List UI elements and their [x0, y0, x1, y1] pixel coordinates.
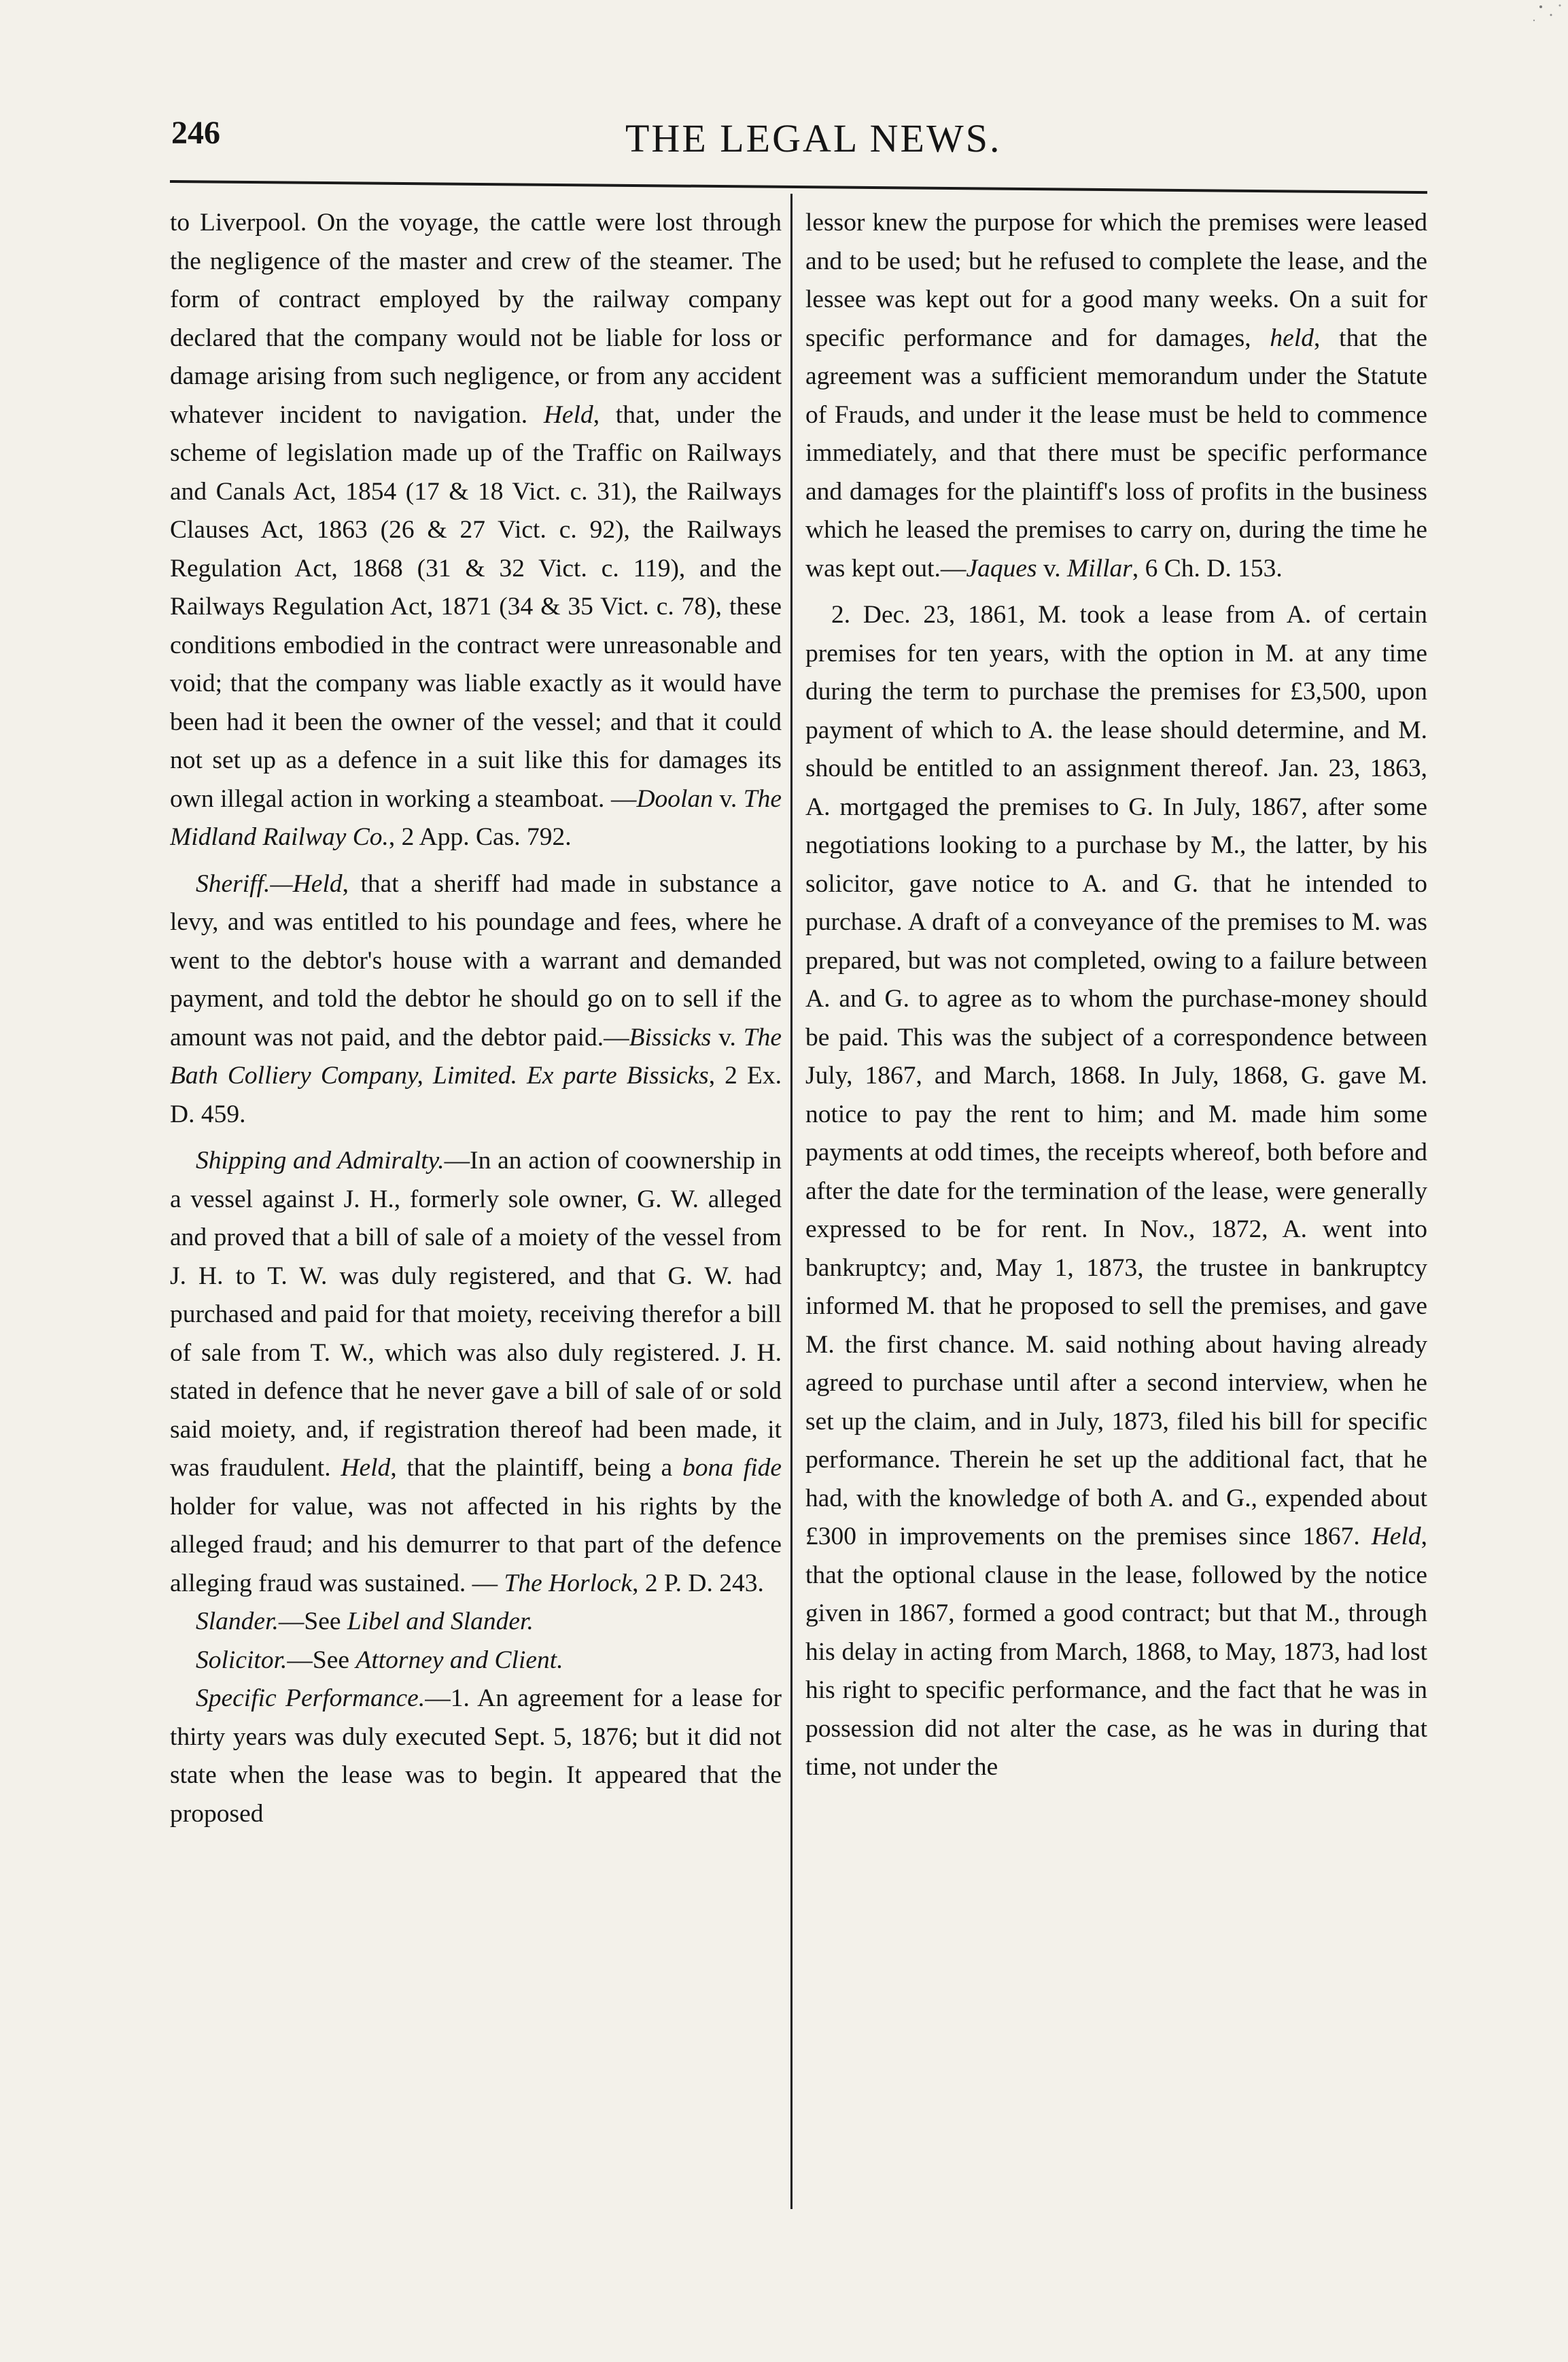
page-header: [163, 109, 1427, 170]
paragraph-lease-case: lessor knew the purpose for which the premises were leased and to be used; but he refused to complete the lease, and the lessee was kept out for a good many weeks. On a suit for specific performance and for damages, held, that the agreement was a sufficient memorandum under the Statute of Frauds, and under it the lease must be held to commence immediately, and that there must be specific performance and damages for the plaintiff's loss of profits in the business which he leased the premises to carry on, during the time he was kept out.—Jaques v. Millar, 6 Ch. D. 153.: [805, 209, 1427, 583]
left-column: [170, 204, 782, 2209]
paragraph-option-to-purchase: 2. Dec. 23, 1861, M. took a lease from A. of certain premises for ten years, with the option in M. at any time during the term to purchase the premises for £3,500, upon payment of which to A. the lease should determine, and M. should be entitled to an assignment thereof. Jan. 23, 1863, A. mortgaged the premises to G. In July, 1867, after some negotiations looking to a purchase by M., the latter, by his solicitor, gave notice to A. and G. that he intended to purchase. A draft of a conveyance of the premises to M. was prepared, but was not completed, owing to a failure between A. and G. to agree as to whom the purchase-money should be paid. This was the subject of a correspondence between July, 1867, and March, 1868. In July, 1868, G. gave M. notice to pay the rent to him; and M. made him some payments at odd times, the receipts whereof, both before and after the date for the termination of the lease, were generally expressed to be for rent. In Nov., 1872, A. went into bankruptcy; and, May 1, 1873, the trustee in bankruptcy informed M. that he proposed to sell the premises, and gave M. the first chance. M. said nothing about having already agreed to purchase until after a second interview, when he set up the claim, and in July, 1873, filed his bill for specific performance. Therein he set up the additional fact, that he had, with the knowledge of both A. and G., expended about £300 in improvements on the premises since 1867. Held, that the optional clause in the lease, followed by the notice given in 1867, formed a good contract; but that M., through his delay in acting from March, 1868, to May, 1873, had lost his right to specific performance, and the fact that he was in possession did not alter the case, as he was in during that time, not under the: [805, 601, 1427, 1781]
paragraph-slander: Slander.—See Libel and Slander.: [196, 1608, 534, 1635]
paragraph-solicitor: Solicitor.—See Attorney and Client.: [196, 1646, 563, 1674]
paragraph-shipping: Shipping and Admiralty.—In an action of coownership in a vessel against J. H., formerly sole owner, G. W. alleged and proved that a bill of sale of a moiety of the vessel from J. H. to T. W. was duly registered, and that G. W. had purchased and paid for that moiety, receiving therefor a bill of sale from T. W., which was also duly registered. J. H. stated in defence that he never gave a bill of sale of or sold said moiety, and, if registration thereof had been made, it was fraudulent. Held, that the plaintiff, being a bona fide holder for value, was not affected in his rights by the alleged fraud; and his demurrer to that part of the defence alleging fraud was sustained. — The Horlock, 2 P. D. 243.: [170, 1147, 782, 1597]
header-rule: [170, 180, 1427, 194]
right-column: [805, 204, 1427, 2209]
paragraph-sheriff: Sheriff.—Held, that a sheriff had made in substance a levy, and was entitled to his poundage and fees, where he went to the debtor's house with a warrant and demanded payment, and told the debtor he should go on to sell if the amount was not paid, and the debtor paid.—Bissicks v. The Bath Colliery Company, Limited. Ex parte Bissicks, 2 Ex. D. 459.: [170, 869, 782, 1128]
page-edge-specks: [1459, 0, 1568, 48]
column-divider: [790, 194, 792, 2209]
paragraph-railway-case: to Liverpool. On the voyage, the cattle were lost through the negligence of the master and crew of the steamer. The form of contract employed by the railway company declared that the company would not be liable for loss or damage arising from such negligence, or from any accident whatever incident to navigation. Held, that, under the scheme of legislation made up of the Traffic on Railways and Canals Act, 1854 (17 & 18 Vict. c. 31), the Railways Clauses Act, 1863 (26 & 27 Vict. c. 92), the Railways Regulation Act, 1868 (31 & 32 Vict. c. 119), and the Railways Regulation Act, 1871 (34 & 35 Vict. c. 78), these conditions embodied in the contract were unreasonable and void; that the company was liable exactly as it would have been had it been the owner of the vessel; and that it could not set up as a defence in a suit like this for damages its own illegal action in working a steamboat. —Doolan v. The Midland Railway Co., 2 App. Cas. 792.: [170, 209, 782, 851]
page-number: 246: [171, 115, 220, 151]
journal-title: THE LEGAL NEWS.: [625, 116, 1002, 160]
paragraph-specific-performance: Specific Performance.—1. An agreement for a lease for thirty years was duly executed Sept. 5, 1876; but it did not state when the lease was to begin. It appeared that the proposed: [170, 1684, 782, 1828]
